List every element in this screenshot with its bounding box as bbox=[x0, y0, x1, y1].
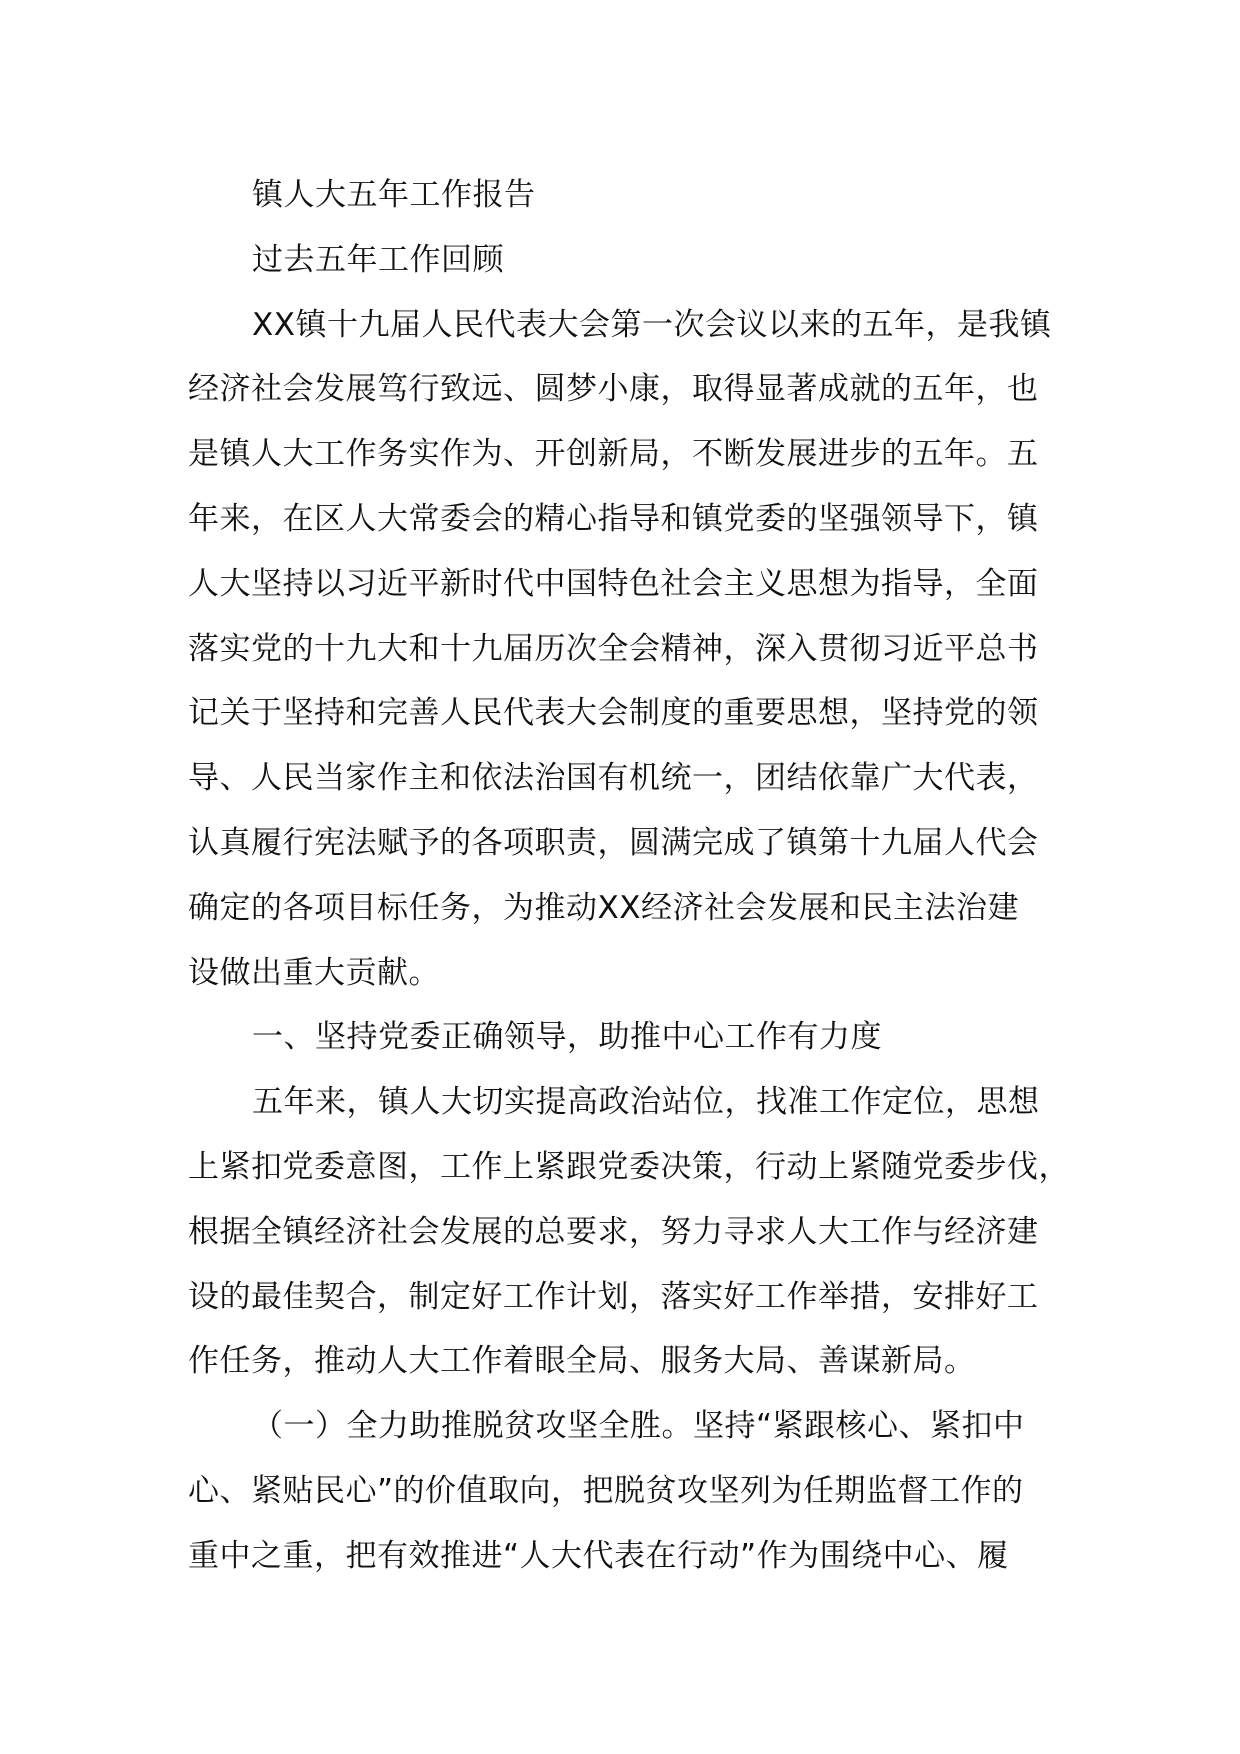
paragraph-line: 记关于坚持和完善人民代表大会制度的重要思想，坚持党的领 bbox=[188, 695, 1039, 732]
paragraph-line: 设的最佳契合，制定好工作计划，落实好工作举措，安排好工 bbox=[188, 1278, 1039, 1315]
paragraph-line: 落实党的十九大和十九届历次全会精神，深入贯彻习近平总书 bbox=[188, 630, 1039, 667]
document-title: 镇人大五年工作报告 bbox=[252, 177, 536, 213]
document-body bbox=[188, 163, 1088, 1589]
paragraph-line: XX镇十九届人民代表大会第一次会议以来的五年，是我镇 bbox=[252, 306, 1052, 343]
paragraph-line: 重中之重，把有效推进“人大代表在行动”作为围绕中心、履 bbox=[188, 1537, 1009, 1574]
paragraph-line: 设做出重大贡献。 bbox=[188, 954, 440, 991]
paragraph-line: 经济社会发展笃行致远、圆梦小康，取得显著成就的五年，也 bbox=[188, 371, 1039, 408]
section-heading: 过去五年工作回顾 bbox=[252, 241, 504, 278]
paragraph-line: 认真履行宪法赋予的各项职责，圆满完成了镇第十九届人代会 bbox=[188, 824, 1039, 861]
paragraph-line: 作任务，推动人大工作着眼全局、服务大局、善谋新局。 bbox=[188, 1343, 976, 1380]
paragraph-line: 根据全镇经济社会发展的总要求，努力寻求人大工作与经济建 bbox=[188, 1213, 1039, 1250]
paragraph-line: 人大坚持以习近平新时代中国特色社会主义思想为指导，全面 bbox=[188, 565, 1039, 602]
paragraph-line: 确定的各项目标任务，为推动XX经济社会发展和民主法治建 bbox=[188, 889, 1019, 926]
paragraph-line: 上紧扣党委意图，工作上紧跟党委决策，行动上紧随党委步伐， bbox=[188, 1148, 1070, 1185]
paragraph-line: 五年来，镇人大切实提高政治站位，找准工作定位，思想 bbox=[252, 1084, 1040, 1121]
paragraph-line: 年来，在区人大常委会的精心指导和镇党委的坚强领导下，镇 bbox=[188, 500, 1039, 537]
paragraph-line: 导、人民当家作主和依法治国有机统一，团结依靠广大代表， bbox=[188, 760, 1039, 797]
paragraph-line: （一）全力助推脱贫攻坚全胜。坚持“紧跟核心、紧扣中 bbox=[252, 1408, 1025, 1445]
paragraph-line: 是镇人大工作务实作为、开创新局，不断发展进步的五年。五 bbox=[188, 436, 1039, 473]
paragraph-line: 心、紧贴民心”的价值取向，把脱贫攻坚列为任期监督工作的 bbox=[188, 1472, 1024, 1509]
heading-one: 一、坚持党委正确领导，助推中心工作有力度 bbox=[252, 1019, 882, 1056]
